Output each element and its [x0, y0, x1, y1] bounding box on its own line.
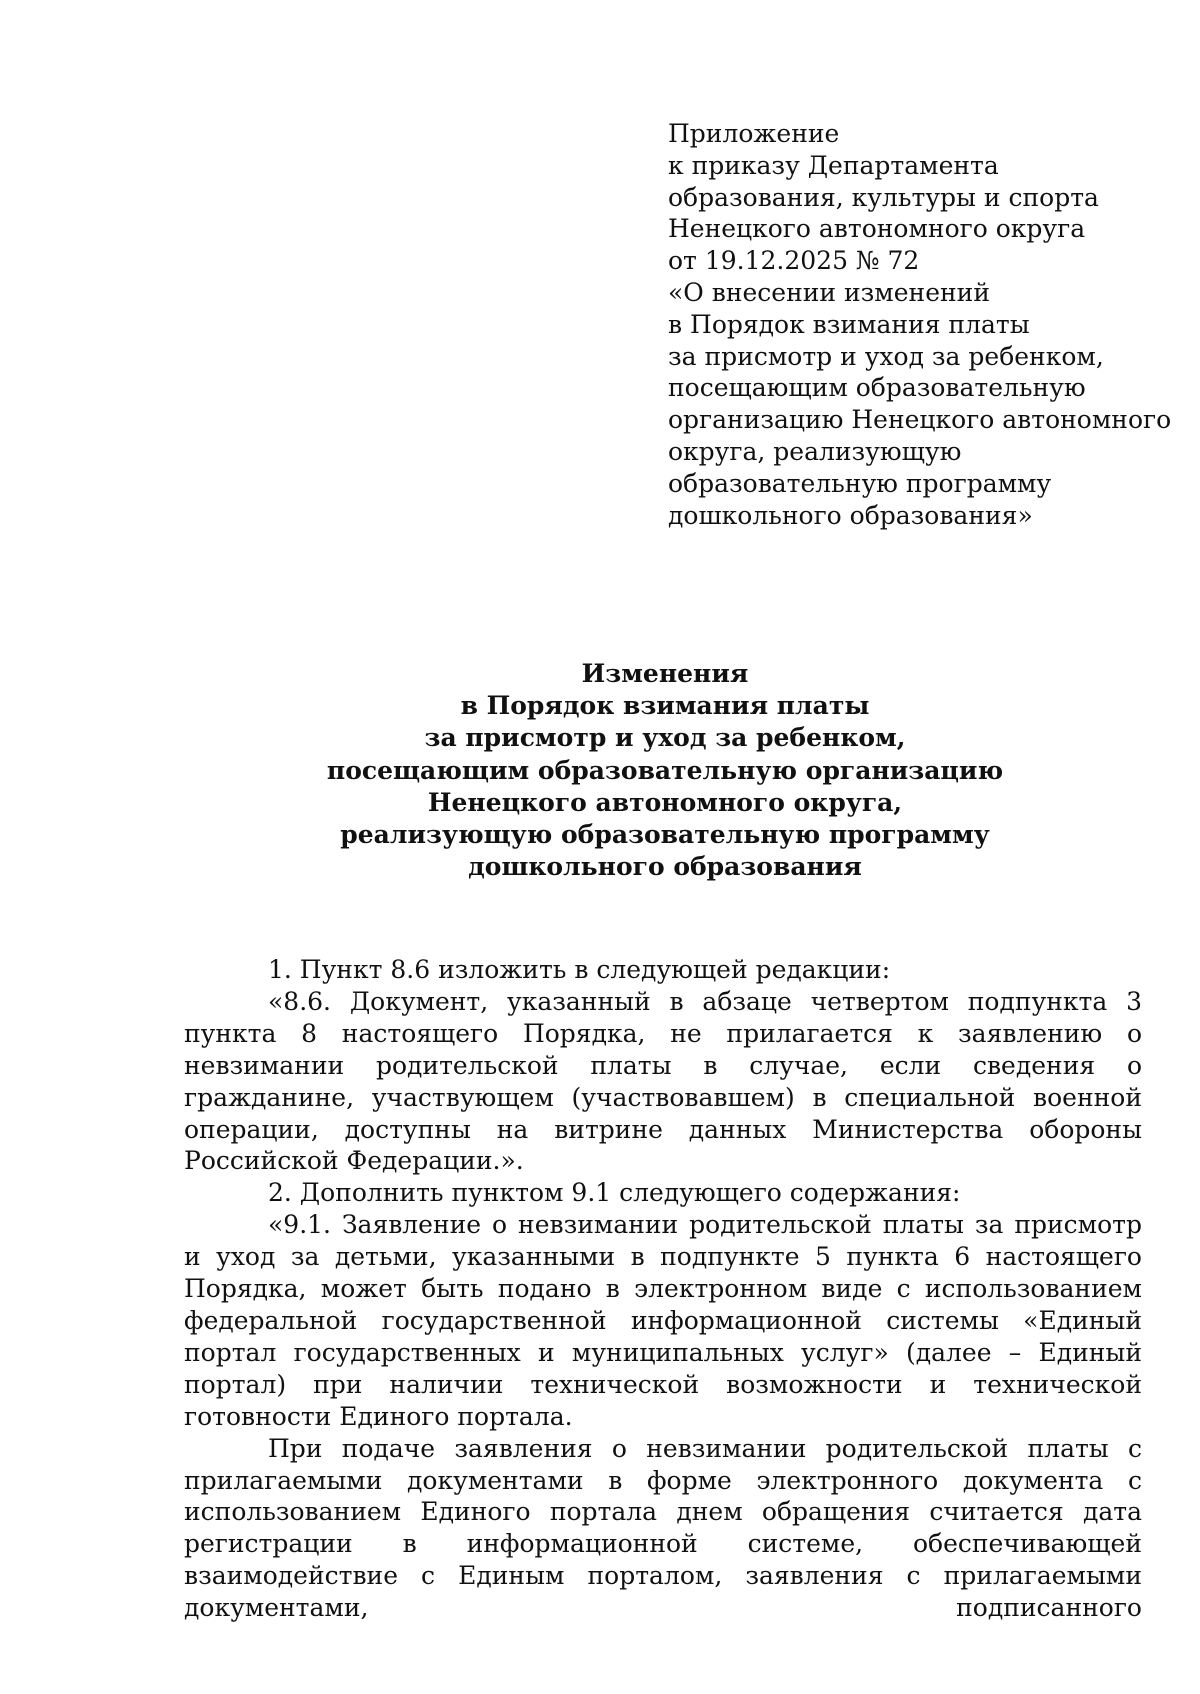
- appendix-line: за присмотр и уход за ребенком,: [668, 341, 1104, 371]
- appendix-header: [668, 118, 1172, 531]
- body-paragraph: «9.1. Заявление о невзимании родительской платы за присмотр и уход за детьми, указанными в подпункте 5 пункта 6 настоящего Порядка, может быть подано в электронном виде с использованием федеральной государственной информационной системы «Единый портал государственных и муниципальных услуг» (далее – Единый портал) при наличии технической возможности и технической готовности Единого портала.: [184, 1210, 1142, 1431]
- body-paragraph: 1. Пункт 8.6 изложить в следующей редакции:: [268, 955, 891, 984]
- appendix-line: от 19.12.2025 № 72: [668, 246, 920, 276]
- appendix-line: Ненецкого автономного округа: [668, 214, 1086, 244]
- title-line: посещающим образовательную организацию: [326, 755, 1004, 785]
- document-title: [200, 658, 1130, 883]
- appendix-line: в Порядок взимания платы: [668, 309, 1030, 339]
- appendix-line: округа, реализующую: [668, 436, 962, 466]
- appendix-line: дошкольного образования»: [668, 500, 1033, 530]
- body-paragraph: 2. Дополнить пунктом 9.1 следующего содержания:: [268, 1178, 961, 1208]
- document-body: [184, 954, 1142, 1624]
- body-paragraph: При подаче заявления о невзимании родительской платы с прилагаемыми документами в форме электронного документа с использованием Единого портала днем обращения считается дата регистрации в информационной системе, обеспечивающей взаимодействие с Единым порталом, заявления с прилагаемыми документами, подписанного: [184, 1433, 1142, 1623]
- title-line: за присмотр и уход за ребенком,: [424, 723, 906, 753]
- appendix-line: организацию Ненецкого автономного: [668, 405, 1172, 435]
- appendix-line: к приказу Департамента: [668, 150, 999, 180]
- appendix-line: посещающим образовательную: [668, 373, 1086, 403]
- appendix-line: образовательную программу: [668, 468, 1052, 498]
- title-line: в Порядок взимания платы: [460, 691, 870, 721]
- appendix-line: «О внесении изменений: [668, 277, 990, 307]
- title-line: Изменения: [581, 659, 749, 688]
- body-paragraph: «8.6. Документ, указанный в абзаце четвертом подпункта 3 пункта 8 настоящего Порядка, не прилагается к заявлению о невзимании родительской платы в случае, если сведения о гражданине, участвующем (участвовавшем) в специальной военной операции, доступны на витрине данных Министерства обороны Российской Федерации.».: [184, 986, 1142, 1176]
- appendix-line: Приложение: [668, 119, 840, 148]
- title-line: реализующую образовательную программу: [340, 820, 990, 850]
- title-line: дошкольного образования: [468, 852, 862, 882]
- appendix-line: образования, культуры и спорта: [668, 182, 1099, 212]
- title-line: Ненецкого автономного округа,: [427, 787, 903, 817]
